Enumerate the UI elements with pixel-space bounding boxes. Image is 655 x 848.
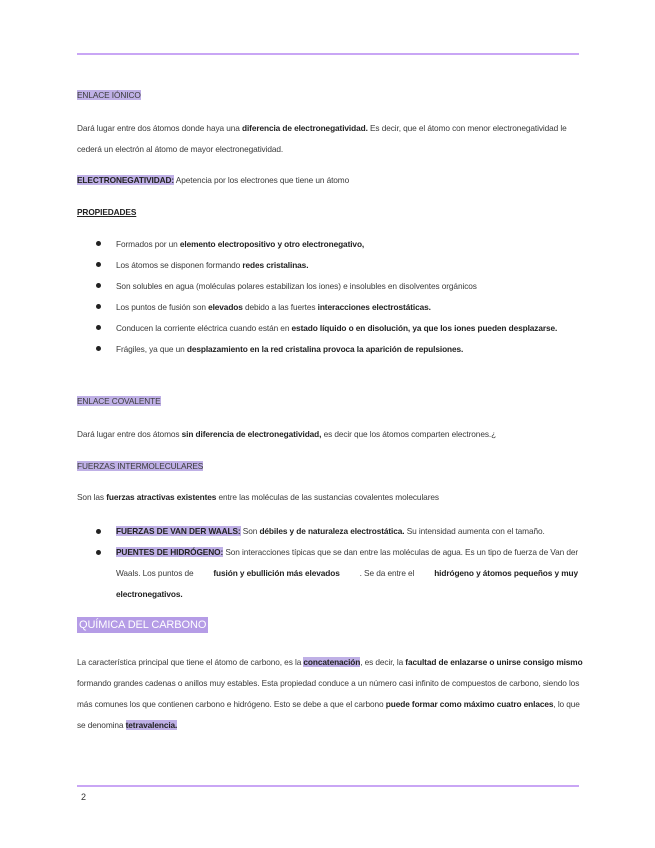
ionic-paragraph-line2: cederá un electrón al átomo de mayor electronegatividad.: [77, 144, 284, 154]
hb-item-line2: Waals. Los puntos de fusión y ebullición más elevados . Se da entre el hidrógeno y átomos pequeños y muy: [116, 568, 578, 578]
list-item: Los átomos se disponen formando redes cristalinas.: [116, 260, 309, 270]
forces-paragraph: Son las fuerzas atractivas existentes entre las moléculas de las sustancias covalentes moleculares: [77, 492, 439, 502]
header-rule: [77, 53, 579, 55]
covalent-paragraph: Dará lugar entre dos átomos sin diferencia de electronegatividad, es decir que los átomos comparten electrones.¿: [77, 429, 497, 439]
list-item: Formados por un elemento electropositivo y otro electronegativo,: [116, 239, 365, 249]
bullet-dot: [96, 241, 101, 246]
bullet-dot: [96, 262, 101, 267]
page-number: 2: [81, 792, 87, 802]
section-title-forces: FUERZAS INTERMOLECULARES: [77, 461, 204, 471]
section-title-ionic: ENLACE IÓNICO: [77, 90, 141, 100]
bullet-dot: [96, 283, 101, 288]
list-item: Los puntos de fusión son elevados debido a las fuertes interacciones electrostáticas.: [116, 302, 431, 312]
footer-rule: [77, 785, 579, 787]
carbon-line1: La característica principal que tiene el átomo de carbono, es la concatenación, es decir, la facultad de enlazarse o unirse consigo mismo: [77, 657, 583, 667]
list-item: Frágiles, ya que un desplazamiento en la red cristalina provoca la aparición de repulsiones.: [116, 344, 464, 354]
section-title-carbon: QUÍMICA DEL CARBONO: [79, 619, 207, 631]
electronegativity-definition: ELECTRONEGATIVIDAD: Apetencia por los electrones que tiene un átomo: [77, 175, 350, 185]
hb-item-line3: electronegativos.: [116, 589, 183, 599]
carbon-line4: se denomina tetravalencia.: [77, 720, 178, 730]
carbon-line3: más comunes los que contienen carbono e hidrógeno. Esto se debe a que el carbono puede formar como máximo cuatro enlaces, lo que: [77, 699, 580, 709]
ionic-paragraph-line1: Dará lugar entre dos átomos donde haya una diferencia de electronegatividad. Es decir, que el átomo con menor electronegatividad le: [77, 123, 567, 133]
bullet-dot: [96, 346, 101, 351]
properties-title: PROPIEDADES: [77, 207, 137, 217]
vdw-item: FUERZAS DE VAN DER WAALS: Son débiles y de naturaleza electrostática. Su intensidad aumenta con el tamaño.: [116, 526, 545, 536]
section-title-covalent: ENLACE COVALENTE: [77, 396, 161, 406]
bullet-dot: [96, 325, 101, 330]
carbon-line2: formando grandes cadenas o anillos muy estables. Esta propiedad conduce a un número casi infinito de compuestos de carbono, siendo los: [77, 678, 580, 688]
list-item: Son solubles en agua (moléculas polares estabilizan los iones) e insolubles en disolventes orgánicos: [116, 281, 477, 291]
bullet-dot: [96, 529, 101, 534]
list-item: Conducen la corriente eléctrica cuando están en estado líquido o en disolución, ya que los iones pueden desplazarse.: [116, 323, 558, 333]
bullet-dot: [96, 550, 101, 555]
hb-item-line1: PUENTES DE HIDRÓGENO: Son interacciones típicas que se dan entre las moléculas de agua. Es un tipo de fuerza de Van der: [116, 547, 579, 557]
bullet-dot: [96, 304, 101, 309]
